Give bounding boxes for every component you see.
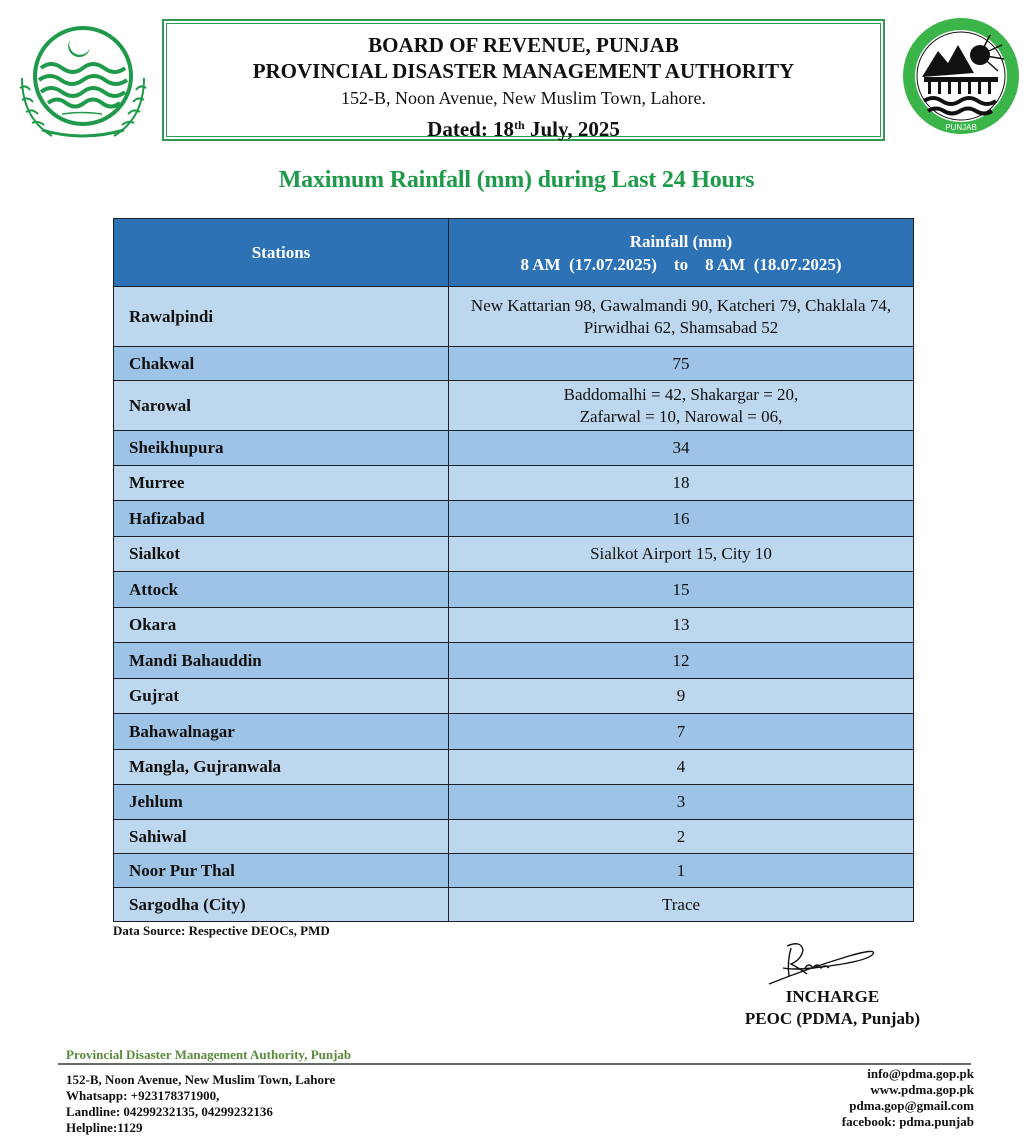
table-row bbox=[114, 854, 914, 888]
table-row bbox=[114, 643, 914, 679]
rainfall-header-period: 8 AM (17.07.2025) to 8 AM (18.07.2025) bbox=[520, 254, 842, 274]
table-row bbox=[114, 431, 914, 466]
footer-website-link[interactable]: www.pdma.gop.pk bbox=[870, 1082, 974, 1097]
table-row bbox=[114, 679, 914, 714]
footer-facebook[interactable]: facebook: pdma.punjab bbox=[841, 1114, 974, 1129]
table-row bbox=[114, 501, 914, 537]
rainfall-value: 34 bbox=[449, 431, 914, 466]
rainfall-value: 3 bbox=[449, 785, 914, 820]
footer-address: 152-B, Noon Avenue, New Muslim Town, Lahore bbox=[66, 1072, 336, 1087]
station-name: Narowal bbox=[114, 381, 449, 431]
rainfall-value: 9 bbox=[449, 679, 914, 714]
rainfall-value: Trace bbox=[449, 888, 914, 922]
station-name: Attock bbox=[114, 572, 449, 608]
rainfall-value: 2 bbox=[449, 820, 914, 854]
page-title: Maximum Rainfall (mm) during Last 24 Hours bbox=[278, 167, 755, 193]
rainfall-value: 12 bbox=[449, 643, 914, 679]
footer-email-gmail[interactable]: pdma.gop@gmail.com bbox=[849, 1098, 974, 1113]
footer-contact-right bbox=[842, 1066, 974, 1130]
table-row bbox=[114, 466, 914, 501]
station-name: Sialkot bbox=[114, 537, 449, 572]
rainfall-value: 7 bbox=[449, 714, 914, 750]
data-source-note: Data Source: Respective DEOCs, PMD bbox=[113, 923, 330, 938]
station-name: Sargodha (City) bbox=[114, 888, 449, 922]
signatory-block bbox=[700, 986, 965, 1030]
date-ordinal: th bbox=[514, 118, 525, 132]
table-row bbox=[114, 537, 914, 572]
table-row bbox=[114, 750, 914, 785]
table-header-row bbox=[114, 219, 914, 287]
header-authority-title: PROVINCIAL DISASTER MANAGEMENT AUTHORITY bbox=[252, 59, 795, 83]
table-row bbox=[114, 572, 914, 608]
table-row bbox=[114, 381, 914, 431]
rainfall-value: 1 bbox=[449, 854, 914, 888]
rainfall-value: New Kattarian 98, Gawalmandi 90, Katcheri 79, Chaklala 74, Pirwidhai 62, Shamsabad 52 bbox=[449, 287, 914, 347]
station-name: Jehlum bbox=[114, 785, 449, 820]
rainfall-value: 4 bbox=[449, 750, 914, 785]
table-row bbox=[114, 785, 914, 820]
footer-contact-left bbox=[66, 1072, 335, 1136]
station-name: Chakwal bbox=[114, 347, 449, 381]
column-header-rainfall bbox=[449, 219, 914, 287]
header-address: 152-B, Noon Avenue, New Muslim Town, Lahore. bbox=[340, 88, 707, 108]
signature-icon bbox=[765, 938, 885, 988]
rainfall-header-label: Rainfall (mm) bbox=[629, 231, 733, 251]
footer-organization: Provincial Disaster Management Authority, Punjab bbox=[66, 1047, 352, 1062]
station-name: Sahiwal bbox=[114, 820, 449, 854]
pdma-emblem-icon bbox=[898, 15, 1024, 137]
punjab-government-emblem-icon bbox=[12, 18, 154, 143]
rainfall-value: 16 bbox=[449, 501, 914, 537]
signatory-office: PEOC (PDMA, Punjab) bbox=[744, 1009, 921, 1028]
svg-text:PUNJAB: PUNJAB bbox=[945, 123, 977, 132]
letterhead-box bbox=[162, 19, 885, 141]
column-header-stations: Stations bbox=[114, 219, 449, 287]
header-board-title: BOARD OF REVENUE, PUNJAB bbox=[368, 33, 679, 57]
signatory-title: INCHARGE bbox=[785, 987, 880, 1006]
table-row bbox=[114, 608, 914, 643]
rainfall-value: Sialkot Airport 15, City 10 bbox=[449, 537, 914, 572]
station-name: Noor Pur Thal bbox=[114, 854, 449, 888]
rainfall-value: 15 bbox=[449, 572, 914, 608]
date-prefix: Dated: 18 bbox=[427, 117, 515, 141]
rainfall-table bbox=[113, 218, 914, 922]
date-suffix: July, 2025 bbox=[524, 117, 620, 141]
rainfall-value: 75 bbox=[449, 347, 914, 381]
table-row bbox=[114, 888, 914, 922]
station-name: Mangla, Gujranwala bbox=[114, 750, 449, 785]
footer-landline: Landline: 04299232135, 04299232136 bbox=[66, 1104, 273, 1119]
station-name: Mandi Bahauddin bbox=[114, 643, 449, 679]
footer-divider bbox=[58, 1063, 971, 1065]
rainfall-value: Baddomalhi = 42, Shakargar = 20, Zafarwal = 10, Narowal = 06, bbox=[449, 381, 914, 431]
footer-whatsapp: Whatsapp: +923178371900, bbox=[66, 1088, 220, 1103]
table-row bbox=[114, 347, 914, 381]
station-name: Okara bbox=[114, 608, 449, 643]
station-name: Gujrat bbox=[114, 679, 449, 714]
station-name: Rawalpindi bbox=[114, 287, 449, 347]
station-name: Murree bbox=[114, 466, 449, 501]
station-name: Sheikhupura bbox=[114, 431, 449, 466]
footer-helpline: Helpline:1129 bbox=[66, 1120, 143, 1135]
footer-email-info[interactable]: info@pdma.gop.pk bbox=[867, 1066, 974, 1081]
rainfall-value: 18 bbox=[449, 466, 914, 501]
table-row bbox=[114, 287, 914, 347]
station-name: Bahawalnagar bbox=[114, 714, 449, 750]
rainfall-value: 13 bbox=[449, 608, 914, 643]
table-row bbox=[114, 820, 914, 854]
header-date bbox=[167, 112, 880, 142]
table-row bbox=[114, 714, 914, 750]
station-name: Hafizabad bbox=[114, 501, 449, 537]
